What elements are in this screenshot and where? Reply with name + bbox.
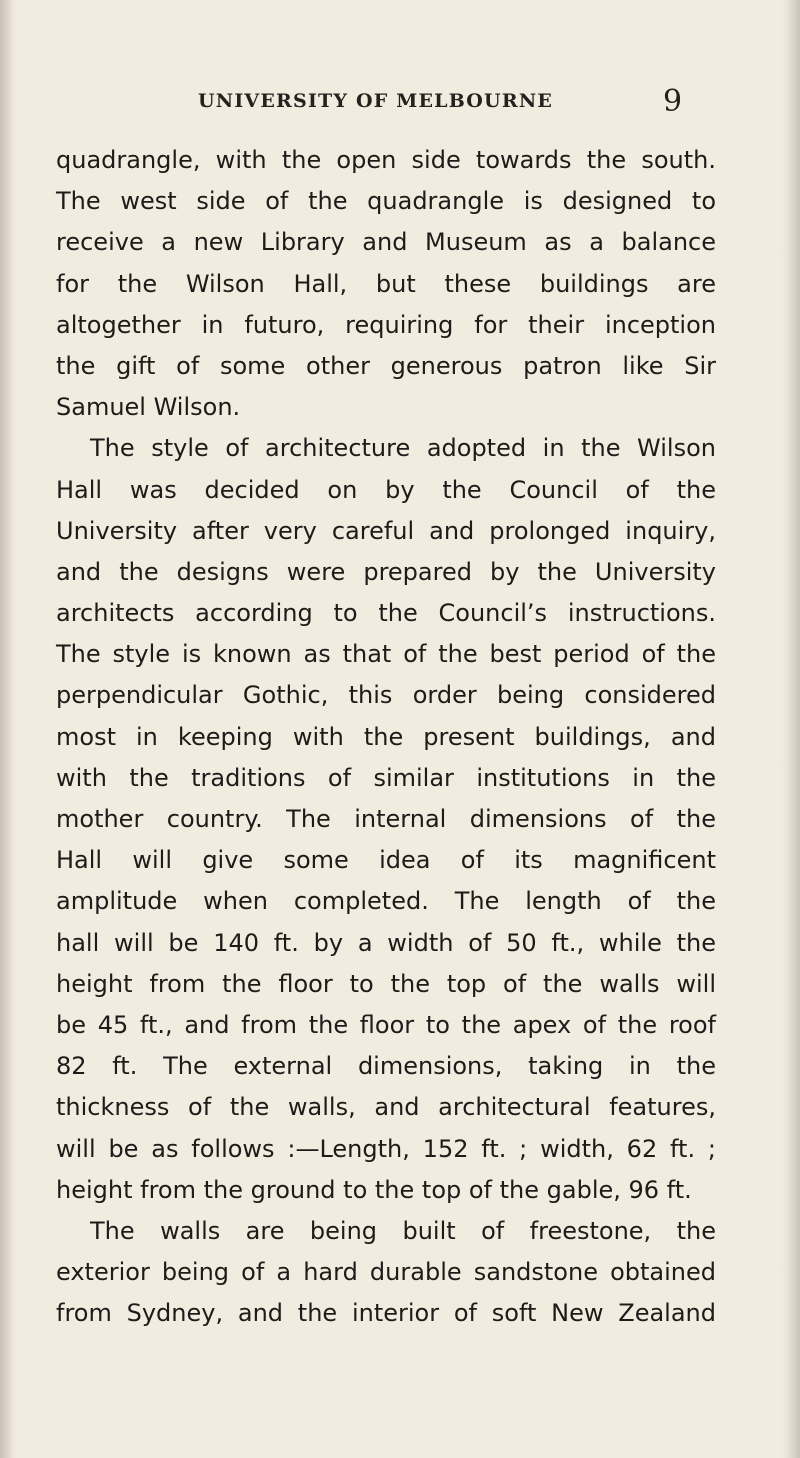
page-header — [0, 84, 800, 122]
right-page-edge — [786, 0, 800, 1458]
text-line: architects according to the Council’s instructions. — [56, 599, 716, 628]
text-line: altogether in futuro, requiring for their inception — [56, 310, 716, 339]
text-line: mother country. The internal dimensions of the — [56, 805, 716, 833]
text-line: from Sydney, and the interior of soft New Zealand — [56, 1299, 716, 1328]
text-line: University after very careful and prolonged inquiry, — [56, 516, 716, 545]
text-line: will be as follows :—Length, 152 ft. ; width, 62 ft. ; — [56, 1134, 716, 1163]
text-line: perpendicular Gothic, this order being considered — [56, 681, 716, 710]
text-line: most in keeping with the present buildings, and — [56, 722, 716, 751]
text-line: the gift of some other generous patron like Sir — [56, 351, 716, 380]
text-line: quadrangle, with the open side towards the south. — [56, 146, 716, 174]
text-line: height from the floor to the top of the walls will — [56, 969, 716, 998]
text-line: with the traditions of similar institutions in the — [56, 763, 716, 792]
text-line: and the designs were prepared by the University — [56, 557, 716, 586]
text-line: amplitude when completed. The length of the — [56, 887, 716, 916]
text-line: Hall will give some idea of its magnificent — [56, 846, 716, 875]
text-line: Samuel Wilson. — [56, 393, 241, 422]
text-line: height from the ground to the top of the gable, 96 ft. — [56, 1175, 692, 1204]
paragraph-start-line: The walls are being built of freestone, the — [90, 1216, 716, 1245]
text-line: thickness of the walls, and architectural features, — [56, 1093, 716, 1122]
text-line: for the Wilson Hall, but these buildings are — [56, 269, 716, 298]
left-page-edge — [0, 0, 14, 1458]
text-line: receive a new Library and Museum as a balance — [56, 228, 716, 257]
text-line: hall will be 140 ft. by a width of 50 ft., while the — [56, 928, 716, 957]
text-line: 82 ft. The external dimensions, taking in the — [56, 1052, 716, 1081]
page-number: 9 — [663, 84, 683, 119]
text-line: be 45 ft., and from the floor to the apex of the roof — [56, 1010, 716, 1039]
paragraph-start-line: The style of architecture adopted in the Wilson — [90, 434, 716, 463]
text-line: Hall was decided on by the Council of the — [56, 475, 716, 504]
body-text — [56, 140, 716, 1334]
text-line: exterior being of a hard durable sandstone obtained — [56, 1258, 716, 1287]
text-line: The west side of the quadrangle is designed to — [56, 187, 716, 216]
running-title: UNIVERSITY OF MELBOURNE — [198, 90, 554, 112]
text-line: The style is known as that of the best period of the — [56, 640, 716, 669]
